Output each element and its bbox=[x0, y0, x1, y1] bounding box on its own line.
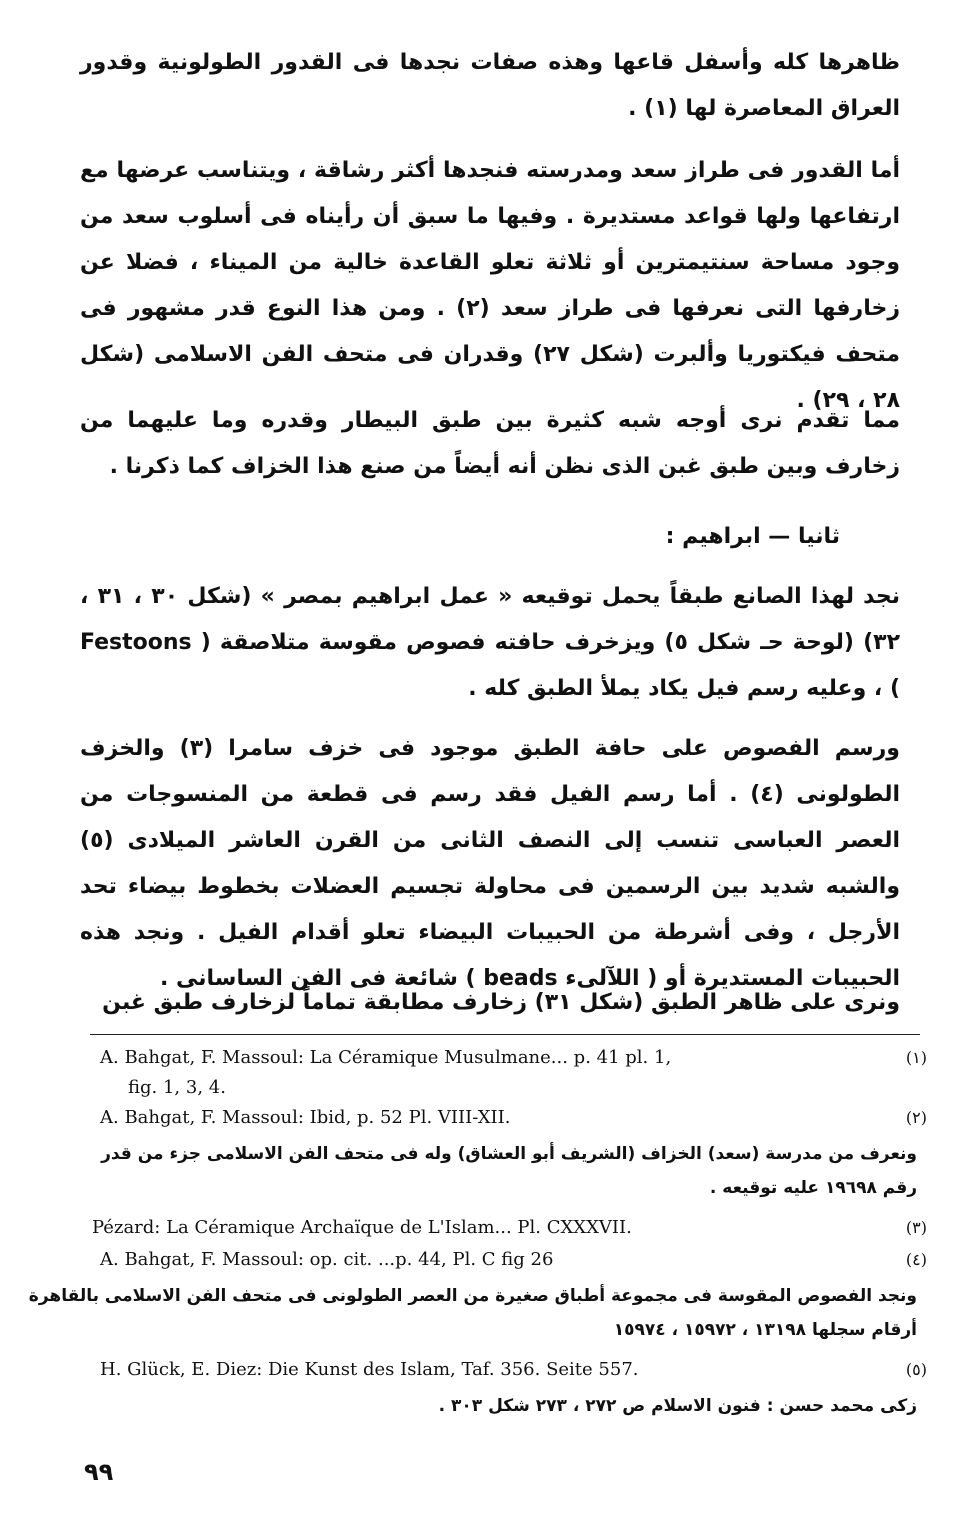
paragraph-1: ظاهرها كله وأسفل قاعها وهذه صفات نجدها فى القدور الطولونية وقدور العراق المعاصرة لها (١) . bbox=[80, 50, 900, 121]
footnote-1-number: (١) bbox=[905, 1048, 927, 1067]
section-heading: ثانيا — ابراهيم : bbox=[665, 524, 840, 549]
footnote-5-arabic: زكى محمد حسن : فنون الاسلام ص ٢٧٢ ، ٢٧٣ شكل ٣٠٣ . bbox=[438, 1396, 917, 1416]
paragraph-5: ورسم الفصوص على حافة الطبق موجود فى خزف سامرا (٣) والخزف الطولونى (٤) . أما رسم الفيل فقد رسم فى قطعة من المنسوجات من العصر العباسى تنسب إلى النصف الثانى من القرن العاشر الميلادى (٥) والشبه شديد بين الرسمين فى محاولة تجسيم العضلات بخطوط بيضاء تحد الأرجل ، وفى أشرطة من الحبيبات البيضاء تعلو أقدام الفيل . ونجد هذه الحبيبات المستديرة أو ( اللآلىء beads ) شائعة فى الفن الساسانى . bbox=[80, 736, 901, 991]
paragraph-4: نجد لهذا الصانع طبقاً يحمل توقيعه « عمل ابراهيم بمصر » (شكل ٣٠ ، ٣١ ، ٣٢) (لوحة حـ شكل ٥) ويزخرف حافته فصوص مقوسة متلاصقة ( Festoons ) ، وعليه رسم فيل يكاد يملأ الطبق كله . bbox=[80, 584, 901, 701]
footnote-5-number: (٥) bbox=[905, 1360, 927, 1379]
footnote-4: A. Bahgat, F. Massoul: op. cit. ...p. 44, Pl. C fig 26 bbox=[100, 1249, 554, 1270]
footnote-1: A. Bahgat, F. Massoul: La Céramique Musulmane... p. 41 pl. 1, bbox=[100, 1047, 672, 1068]
paragraph-6: ونرى على ظاهر الطبق (شكل ٣١) زخارف مطابقة تماماً لزخارف طبق غبن bbox=[102, 990, 900, 1015]
footnote-4-number: (٤) bbox=[905, 1250, 927, 1269]
footnote-3: Pézard: La Céramique Archaïque de L'Islam... Pl. CXXXVII. bbox=[92, 1217, 632, 1238]
footnote-2-arabic-line-2: رقم ١٩٦٩٨ عليه توقيعه . bbox=[709, 1178, 917, 1198]
footnote-separator bbox=[90, 1034, 920, 1035]
footnote-2-number: (٢) bbox=[905, 1108, 927, 1127]
footnote-2: A. Bahgat, F. Massoul: Ibid, p. 52 Pl. VIII-XII. bbox=[100, 1107, 511, 1128]
footnote-4-arabic-line-1: ونجد الفصوص المقوسة فى مجموعة أطباق صغيرة من العصر الطولونى فى متحف الفن الاسلامى بالقاهرة bbox=[28, 1286, 917, 1306]
paragraph-2: أما القدور فى طراز سعد ومدرسته فنجدها أكثر رشاقة ، ويتناسب عرضها مع ارتفاعها ولها قواعد مستديرة . وفيها ما سبق أن رأيناه فى أسلوب سعد من وجود مساحة سنتيمترين أو ثلاثة تعلو القاعدة خالية من الميناء ، فضلا عن زخارفها التى نعرفها فى طراز سعد (٢) . ومن هذا النوع قدر مشهور فى متحف فيكتوريا وألبرت (شكل ٢٧) وقدران فى متحف الفن الاسلامى (شكل ٢٨ ، ٢٩) . bbox=[80, 158, 901, 413]
page-number: ٩٩ bbox=[84, 1458, 114, 1486]
footnote-1-continuation: fig. 1, 3, 4. bbox=[128, 1077, 226, 1098]
footnote-5: H. Glück, E. Diez: Die Kunst des Islam, Taf. 356. Seite 557. bbox=[100, 1359, 639, 1380]
footnote-4-arabic-line-2: أرقام سجلها ١٣١٩٨ ، ١٥٩٧٢ ، ١٥٩٧٤ bbox=[613, 1320, 917, 1340]
footnote-2-arabic-line-1: ونعرف من مدرسة (سعد) الخزاف (الشريف أبو العشاق) وله فى متحف الفن الاسلامى جزء من قدر bbox=[101, 1144, 917, 1164]
footnote-3-number: (٣) bbox=[905, 1218, 927, 1237]
paragraph-3: مما تقدم نرى أوجه شبه كثيرة بين طبق البيطار وقدره وما عليهما من زخارف وبين طبق غبن الذى نظن أنه أيضاً من صنع هذا الخزاف كما ذكرنا . bbox=[80, 408, 900, 479]
